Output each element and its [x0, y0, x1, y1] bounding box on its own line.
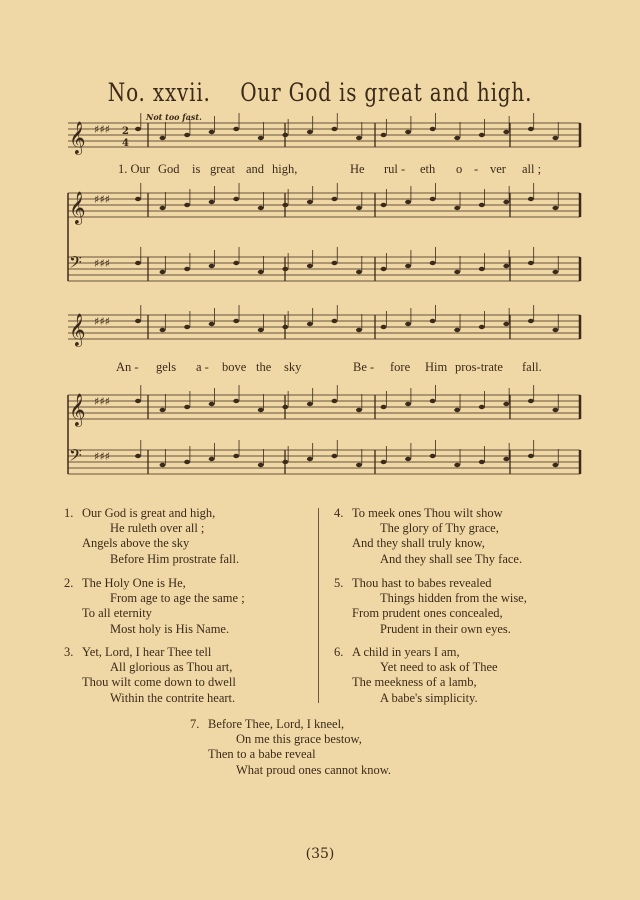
verse-line: And they shall see Thy face. — [380, 551, 523, 566]
verse-line: All glorious as Thou art, — [110, 660, 233, 675]
note-head — [356, 328, 362, 332]
note-head — [184, 267, 190, 271]
note-head — [209, 457, 215, 461]
note-head — [135, 454, 141, 458]
note-head — [430, 127, 436, 131]
note-head — [282, 267, 288, 271]
time-signature: 2 — [122, 126, 129, 137]
verse-number: 4. — [334, 506, 344, 520]
note-head — [454, 328, 460, 332]
page-number: (35) — [305, 846, 335, 862]
note-head — [552, 270, 558, 274]
lyric-syllable: the — [256, 360, 272, 374]
note-head — [552, 463, 558, 467]
note-head — [503, 130, 509, 134]
lyric-syllable: An - — [116, 360, 139, 374]
verse-line: He ruleth over all ; — [110, 521, 205, 536]
treble-clef-icon: 𝄞 — [69, 191, 86, 224]
verse-line: Prudent in their own eyes. — [380, 621, 511, 636]
note-head — [307, 457, 313, 461]
bass-clef-icon: 𝄢 — [69, 445, 82, 469]
note-head — [479, 325, 485, 329]
note-head — [307, 200, 313, 204]
note-head — [381, 133, 387, 137]
note-head — [405, 200, 411, 204]
note-head — [479, 203, 485, 207]
key-signature: ♯♯♯ — [94, 450, 110, 463]
verse-line-text: A child in years I am, — [352, 645, 460, 659]
note-head — [356, 206, 362, 210]
verse-line: Angels above the sky — [82, 536, 190, 551]
verse-line: The glory of Thy grace, — [380, 521, 499, 536]
verse — [334, 645, 498, 706]
note-head — [405, 130, 411, 134]
verse-number: 1. — [64, 506, 74, 520]
verse-line: Yet need to ask of Thee — [380, 660, 498, 675]
note-head — [258, 408, 264, 412]
verse-line-text: Thou hast to babes revealed — [352, 576, 492, 590]
note-head — [356, 408, 362, 412]
note-head — [258, 206, 264, 210]
note-head — [233, 454, 239, 458]
treble-clef-icon: 𝄞 — [69, 121, 86, 154]
key-signature: ♯♯♯ — [94, 315, 110, 328]
note-head — [160, 463, 166, 467]
note-head — [528, 127, 534, 131]
verse-line-text: To meek ones Thou wilt show — [352, 506, 503, 520]
hymn-number: No. xxvii. — [107, 78, 211, 107]
lyric-syllable: great — [210, 162, 235, 176]
note-head — [160, 328, 166, 332]
verse-line: Most holy is His Name. — [110, 621, 230, 636]
time-signature: 4 — [122, 138, 129, 149]
note-head — [331, 399, 337, 403]
bass-clef-icon: 𝄢 — [69, 252, 82, 276]
lyric-syllable: ver — [490, 162, 506, 176]
verse-line: On me this grace bestow, — [236, 732, 362, 747]
note-head — [479, 460, 485, 464]
note-head — [307, 264, 313, 268]
verse-number: 6. — [334, 645, 344, 659]
note-head — [503, 264, 509, 268]
verse-line-text: Yet, Lord, I hear Thee tell — [82, 645, 212, 659]
note-head — [160, 206, 166, 210]
treble-clef-icon: 𝄞 — [69, 393, 86, 426]
note-head — [479, 267, 485, 271]
note-head — [381, 405, 387, 409]
note-head — [430, 261, 436, 265]
verse — [334, 506, 522, 567]
note-head — [160, 408, 166, 412]
note-head — [552, 408, 558, 412]
verse-line: From prudent ones concealed, — [352, 606, 503, 621]
note-head — [454, 270, 460, 274]
note-head — [528, 197, 534, 201]
verse-line-text: Our God is great and high, — [82, 506, 216, 520]
note-head — [209, 200, 215, 204]
lyric-syllable: high, — [272, 162, 298, 176]
lyric-syllable: Him — [425, 360, 448, 374]
note-head — [430, 399, 436, 403]
note-head — [503, 457, 509, 461]
note-head — [209, 264, 215, 268]
note-head — [307, 130, 313, 134]
verse-line — [64, 506, 239, 521]
tempo-marking: Not too fast. — [146, 112, 202, 122]
note-head — [135, 197, 141, 201]
note-head — [307, 402, 313, 406]
column-divider — [318, 508, 319, 703]
note-head — [454, 408, 460, 412]
note-head — [430, 197, 436, 201]
note-head — [454, 136, 460, 140]
note-head — [135, 319, 141, 323]
note-head — [503, 322, 509, 326]
note-head — [209, 130, 215, 134]
verse-line: Thou wilt come down to dwell — [82, 675, 236, 690]
verse-line — [64, 576, 245, 591]
note-head — [184, 460, 190, 464]
verse-line-text: Before Thee, Lord, I kneel, — [208, 717, 345, 731]
note-head — [331, 261, 337, 265]
note-head — [282, 460, 288, 464]
note-head — [258, 328, 264, 332]
note-head — [405, 457, 411, 461]
note-head — [381, 267, 387, 271]
note-head — [307, 322, 313, 326]
note-head — [135, 261, 141, 265]
verse-line — [64, 645, 236, 660]
lyric-syllable: 1. Our — [118, 162, 150, 176]
note-head — [184, 405, 190, 409]
note-head — [331, 454, 337, 458]
note-head — [381, 203, 387, 207]
note-head — [381, 325, 387, 329]
verse-line — [190, 717, 391, 732]
note-head — [331, 319, 337, 323]
verse-line — [334, 645, 498, 660]
lyric-syllable: o — [456, 162, 463, 176]
lyric-syllable: bove — [222, 360, 247, 374]
note-head — [258, 463, 264, 467]
lyric-syllable: rul - — [384, 162, 406, 176]
lyric-syllable: fore — [390, 360, 411, 374]
note-head — [552, 206, 558, 210]
note-head — [356, 270, 362, 274]
note-head — [135, 399, 141, 403]
note-head — [454, 463, 460, 467]
note-head — [160, 270, 166, 274]
note-head — [356, 136, 362, 140]
note-head — [184, 133, 190, 137]
verse-line — [334, 506, 522, 521]
verse-number: 7. — [190, 717, 200, 731]
lyric-syllable: - — [474, 162, 479, 176]
note-head — [135, 127, 141, 131]
verse-line: And they shall truly know, — [352, 536, 485, 551]
note-head — [209, 402, 215, 406]
note-head — [552, 136, 558, 140]
hymn-name: Our God is great and high. — [240, 78, 533, 107]
note-head — [233, 319, 239, 323]
note-head — [430, 319, 436, 323]
note-head — [528, 454, 534, 458]
note-head — [552, 328, 558, 332]
note-head — [479, 133, 485, 137]
note-head — [160, 136, 166, 140]
note-head — [405, 402, 411, 406]
lyric-syllable: God — [158, 162, 180, 176]
note-head — [331, 127, 337, 131]
note-head — [430, 454, 436, 458]
note-head — [258, 136, 264, 140]
verse-line: From age to age the same ; — [110, 591, 245, 606]
verse-number: 2. — [64, 576, 74, 590]
verse-line: The meekness of a lamb, — [352, 675, 477, 690]
note-head — [454, 206, 460, 210]
note-head — [233, 261, 239, 265]
verse-line — [334, 576, 527, 591]
key-signature: ♯♯♯ — [94, 193, 110, 206]
note-head — [209, 322, 215, 326]
note-head — [528, 261, 534, 265]
note-head — [282, 405, 288, 409]
note-head — [233, 127, 239, 131]
note-head — [528, 319, 534, 323]
lyric-syllable: sky — [284, 360, 302, 374]
note-head — [381, 460, 387, 464]
note-head — [356, 463, 362, 467]
note-head — [282, 203, 288, 207]
note-head — [503, 402, 509, 406]
verse-number: 3. — [64, 645, 74, 659]
lyric-syllable: all ; — [522, 162, 542, 176]
lyric-syllable: gels — [156, 360, 177, 374]
verse-line: Then to a babe reveal — [208, 747, 316, 762]
verse-line: Within the contrite heart. — [110, 690, 236, 705]
note-head — [282, 133, 288, 137]
verse-line: Before Him prostrate fall. — [110, 551, 240, 566]
note-head — [184, 325, 190, 329]
lyric-syllable: fall. — [522, 360, 542, 374]
note-head — [405, 264, 411, 268]
key-signature: ♯♯♯ — [94, 123, 110, 136]
note-head — [233, 197, 239, 201]
verse-line: To all eternity — [82, 606, 152, 621]
note-head — [528, 399, 534, 403]
verse-line: What proud ones cannot know. — [236, 762, 392, 777]
note-head — [479, 405, 485, 409]
lyric-syllable: pros-trate — [455, 360, 503, 374]
lyric-syllable: is — [192, 162, 201, 176]
note-head — [503, 200, 509, 204]
verse-number: 5. — [334, 576, 344, 590]
lyric-syllable: Be - — [353, 360, 375, 374]
lyric-syllable: a - — [196, 360, 209, 374]
lyric-syllable: and — [246, 162, 265, 176]
verse-line: A babe's simplicity. — [380, 690, 478, 705]
verse — [64, 645, 236, 706]
verse — [64, 506, 239, 567]
note-head — [233, 399, 239, 403]
verse-line: Things hidden from the wise, — [380, 591, 527, 606]
verse-line-text: The Holy One is He, — [82, 576, 186, 590]
verse — [334, 576, 527, 637]
note-head — [405, 322, 411, 326]
note-head — [331, 197, 337, 201]
note-head — [184, 203, 190, 207]
note-head — [282, 325, 288, 329]
verse — [64, 576, 245, 637]
treble-clef-icon: 𝄞 — [69, 313, 86, 346]
lyric-syllable: He — [350, 162, 365, 176]
key-signature: ♯♯♯ — [94, 395, 110, 408]
key-signature: ♯♯♯ — [94, 257, 110, 270]
lyric-syllable: eth — [420, 162, 436, 176]
note-head — [258, 270, 264, 274]
verse — [190, 717, 391, 778]
